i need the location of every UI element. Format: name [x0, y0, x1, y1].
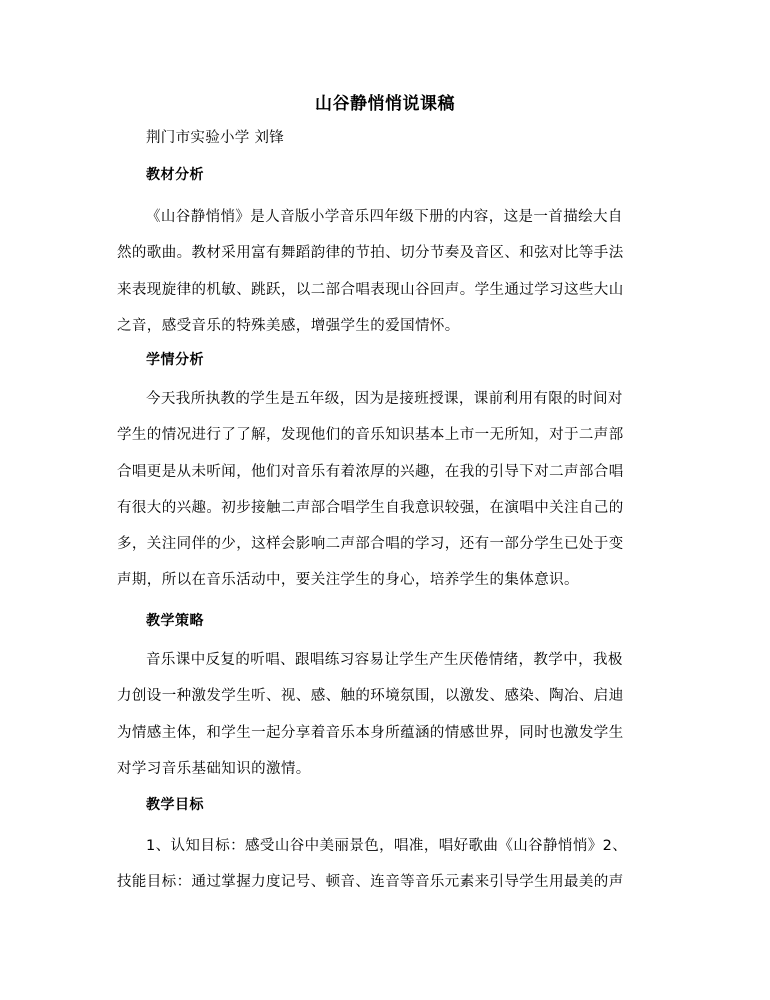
paragraph-line: 技能目标：通过掌握力度记号、顿音、连音等音乐元素来引导学生用最美的声 — [117, 874, 624, 891]
paragraph-line: 声期，所以在音乐活动中，要关注学生的身心，培养学生的集体意识。 — [117, 572, 579, 589]
paragraph-line: 力创设一种激发学生听、视、感、触的环境氛围，以激发、感染、陶冶、启迪 — [117, 688, 624, 705]
paragraph-line: 为情感主体，和学生一起分享着音乐本身所蕴涵的情感世界，同时也激发学生 — [117, 724, 624, 741]
paragraph-line: 《山谷静悄悄》是人音版小学音乐四年级下册的内容，这是一首描绘大自 — [146, 209, 623, 225]
section-paragraph-teaching-objectives — [117, 828, 657, 901]
paragraph-line: 对学习音乐基础知识的激情。 — [117, 760, 311, 777]
section-heading-teaching-strategy: 教学策略 — [146, 613, 204, 629]
paragraph-line: 学生的情况进行了了解，发现他们的音乐知识基本上市一无所知，对于二声部 — [117, 427, 624, 444]
paragraph-line: 然的歌曲。教材采用富有舞蹈韵律的节拍、切分节奏及音区、和弦对比等手法 — [117, 245, 624, 262]
paragraph-line: 音乐课中反复的听唱、跟唱练习容易让学生产生厌倦情绪，教学中，我极 — [146, 652, 623, 668]
paragraph-line: 多，关注同伴的少，这样会影响二声部合唱的学习，还有一部分学生已处于变 — [117, 536, 624, 553]
section-paragraph-student-analysis — [117, 381, 657, 599]
paragraph-line: 合唱更是从未听闻，他们对音乐有着浓厚的兴趣，在我的引导下对二声部合唱 — [117, 463, 624, 480]
author-line: 荆门市实验小学 刘锋 — [146, 130, 285, 146]
paragraph-line: 来表现旋律的机敏、跳跃，以二部合唱表现山谷回声。学生通过学习这些大山 — [117, 281, 624, 298]
document-title: 山谷静悄悄说课稿 — [315, 94, 455, 114]
section-paragraph-teaching-strategy — [117, 642, 657, 787]
section-heading-teaching-objectives: 教学目标 — [146, 797, 204, 813]
section-heading-student-analysis: 学情分析 — [146, 352, 204, 368]
paragraph-line: 之音，感受音乐的特殊美感，增强学生的爱国情怀。 — [117, 317, 460, 334]
section-heading-textbook-analysis: 教材分析 — [146, 167, 204, 183]
paragraph-line: 今天我所执教的学生是五年级，因为是接班授课，课前利用有限的时间对 — [146, 391, 623, 407]
section-paragraph-textbook-analysis — [117, 199, 657, 344]
paragraph-line: 有很大的兴趣。初步接触二声部合唱学生自我意识较强，在演唱中关注自己的 — [117, 499, 624, 516]
paragraph-line: 1、认知目标：感受山谷中美丽景色，唱准，唱好歌曲《山谷静悄悄》2、 — [146, 838, 628, 854]
